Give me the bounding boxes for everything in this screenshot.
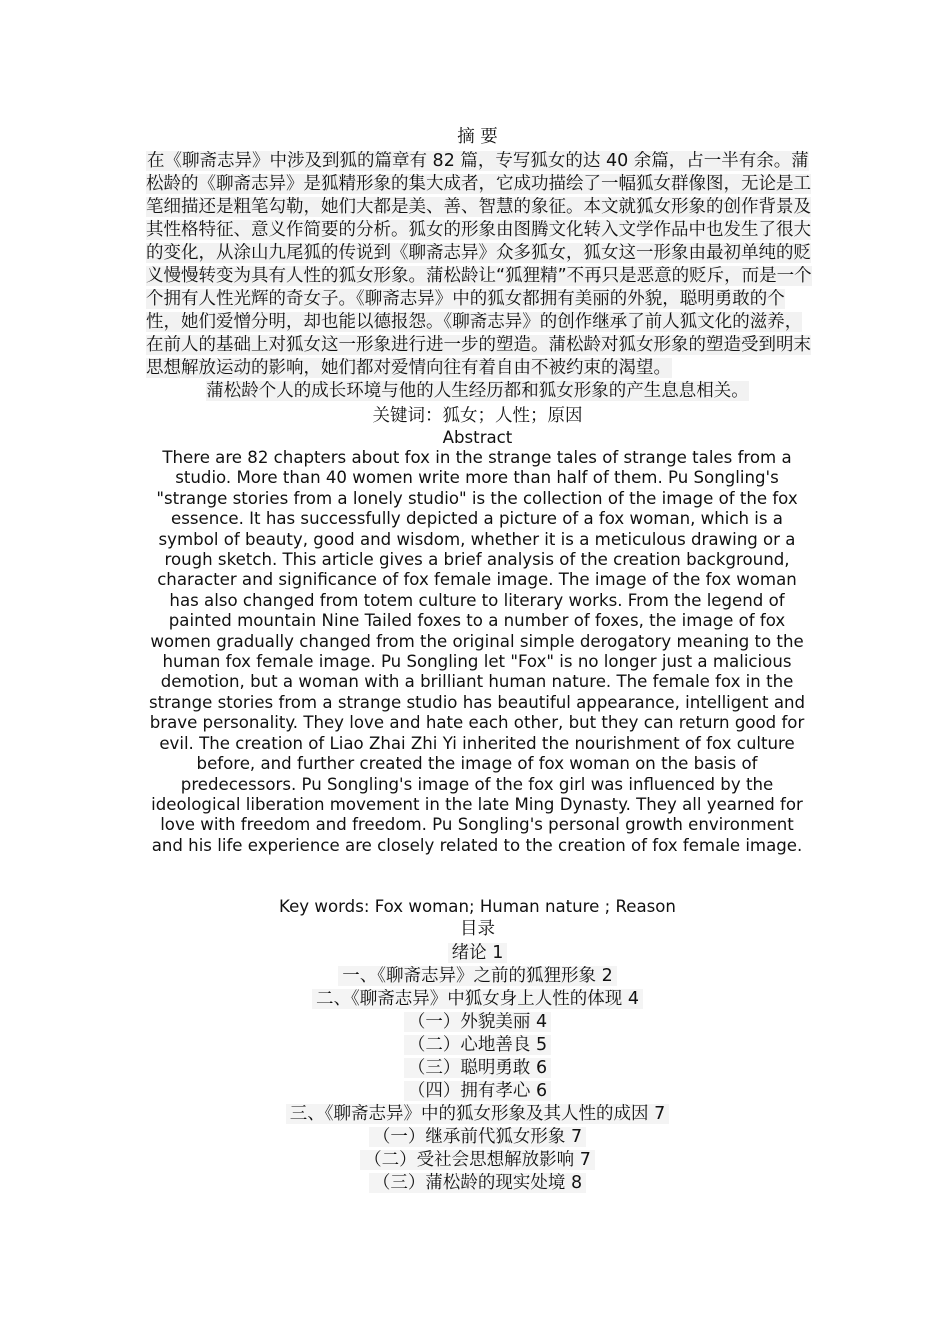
toc-item-chapter-3[interactable]: 三、《聊斋志异》中的狐女形象及其人性的成因 7	[145, 1103, 810, 1126]
toc-item-section-2-1[interactable]: （一）外貌美丽 4	[145, 1011, 810, 1034]
chinese-abstract-body	[146, 150, 814, 380]
chinese-abstract-heading: 摘 要	[457, 127, 498, 147]
table-of-contents	[145, 942, 810, 1195]
toc-item-section-2-2[interactable]: （二）心地善良 5	[145, 1034, 810, 1057]
toc-item-chapter-2[interactable]: 二、《聊斋志异》中狐女身上人性的体现 4	[145, 988, 810, 1011]
toc-item-section-2-4[interactable]: （四）拥有孝心 6	[145, 1080, 810, 1103]
toc-item-section-3-3[interactable]: （三）蒲松龄的现实处境 8	[145, 1172, 810, 1195]
chinese-abstract-last-line: 蒲松龄个人的成长环境与他的人生经历都和狐女形象的产生息息相关。	[206, 381, 749, 401]
toc-item-intro[interactable]: 绪论 1	[145, 942, 810, 965]
toc-item-section-3-1[interactable]: （一）继承前代狐女形象 7	[145, 1126, 810, 1149]
english-abstract-body: There are 82 chapters about fox in the strange tales of strange tales from a studio. More than 40 women write more than half of them. Pu Songling's "strange stories from a lonely studio" is the collection of the image of the fox essence. It has successfully depicted a picture of a fox woman, which is a symbol of beauty, good and wisdom, whether it is a meticulous drawing or a rough sketch. This article gives a brief analysis of the creation background, character and significance of fox female image. The image of the fox woman has also changed from totem culture to literary works. From the legend of painted mountain Nine Tailed foxes to a number of foxes, the image of fox women gradually changed from the original simple derogatory meaning to the human fox female image. Pu Songling let "Fox" is no longer just a malicious demotion, but a woman with a brilliant human nature. The female fox in the strange stories from a strange studio has beautiful appearance, intelligent and brave personality. They love and hate each other, but they can return good for evil. The creation of Liao Zhai Zhi Yi inherited the nourishment of fox culture before, and further created the image of fox woman on the basis of predecessors. Pu Songling's image of the fox girl was influenced by the ideological liberation movement in the late Ming Dynasty. They all yearned for love with freedom and freedom. Pu Songling's personal growth environment and his life experience are closely related to the creation of fox female image.	[148, 448, 806, 855]
toc-item-section-3-2[interactable]: （二）受社会思想解放影响 7	[145, 1149, 810, 1172]
chinese-keywords: 关键词：狐女；人性；原因	[372, 406, 583, 426]
english-abstract-heading: Abstract	[442, 428, 513, 447]
toc-item-section-2-3[interactable]: （三）聪明勇敢 6	[145, 1057, 810, 1080]
chinese-abstract-text: 在《聊斋志异》中涉及到狐的篇章有 82 篇，专写狐女的达 40 余篇，占一半有余。蒲松龄的《聊斋志异》是狐精形象的集大成者，它成功描绘了一幅狐女群像图，无论是工笔细描还是粗笔勾勒，她们大都是美、善、智慧的象征。本文就狐女形象的创作背景及其性格特征、意义作简要的分析。狐女的形象由图腾文化转入文学作品中也发生了很大的变化，从涂山九尾狐的传说到《聊斋志异》众多狐女，狐女这一形象由最初单纯的贬义慢慢转变为具有人性的狐女形象。蒲松龄让“狐狸精”不再只是恶意的贬斥，而是一个个拥有人性光辉的奇女子。《聊斋志异》中的狐女都拥有美丽的外貌，聪明勇敢的个性，她们爱憎分明，却也能以德报怨。《聊斋志异》的创作继承了前人狐文化的滋养，在前人的基础上对狐女这一形象进行进一步的塑造。蒲松龄对狐女形象的塑造受到明末思想解放运动的影响，她们都对爱情向往有着自由不被约束的渴望。	[146, 151, 812, 378]
english-keywords: Key words: Fox woman; Human nature ; Reason	[279, 897, 676, 916]
toc-item-chapter-1[interactable]: 一、《聊斋志异》之前的狐狸形象 2	[145, 965, 810, 988]
toc-heading: 目录	[460, 919, 495, 939]
